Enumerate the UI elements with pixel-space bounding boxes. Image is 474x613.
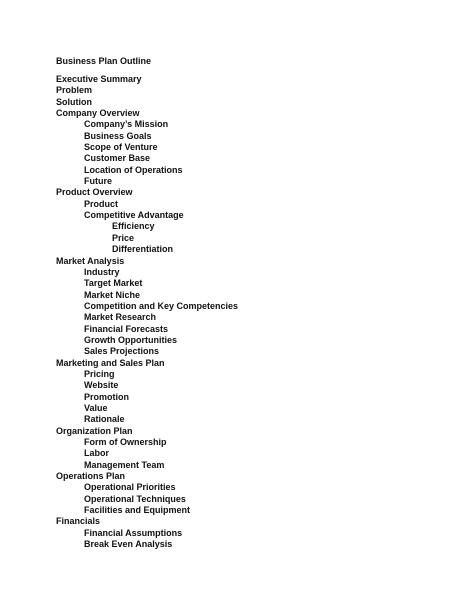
outline-subitem: Financial Forecasts — [84, 323, 169, 334]
outline-subitem: Growth Opportunities — [84, 334, 177, 345]
outline-subitem: Market Research — [84, 312, 157, 323]
document-title: Business Plan Outline — [56, 56, 152, 66]
outline-subitem: Industry — [84, 266, 120, 277]
outline-section-heading: Product Overview — [56, 187, 133, 198]
outline-subitem: Break Even Analysis — [84, 539, 173, 550]
outline-section-heading: Company Overview — [56, 108, 140, 119]
outline-section-heading: Executive Summary — [56, 74, 142, 84]
outline-subitem: Website — [84, 380, 119, 391]
outline-section-heading: Marketing and Sales Plan — [56, 357, 165, 368]
outline-subitem: Differentiation — [112, 244, 174, 255]
outline-subitem: Target Market — [84, 278, 143, 289]
outline-subitem: Management Team — [84, 459, 165, 470]
outline-subitem: Product — [84, 198, 119, 209]
outline-subitem: Efficiency — [112, 221, 155, 232]
outline-subitem: Business Goals — [84, 130, 152, 141]
outline-subitem: Labor — [84, 448, 110, 459]
outline-subitem: Future — [84, 176, 112, 187]
outline-subitem: Facilities and Equipment — [84, 505, 191, 516]
outline-section-heading: Solution — [56, 96, 92, 107]
outline-subitem: Rationale — [84, 414, 125, 425]
outline-subitem: Sales Projections — [84, 346, 160, 357]
outline-subitem: Competition and Key Competencies — [84, 300, 239, 311]
outline-subitem: Company’s Mission — [84, 119, 169, 130]
outline-section-heading: Operations Plan — [56, 471, 126, 482]
outline-subitem: Customer Base — [84, 153, 151, 164]
outline-subitem: Pricing — [84, 368, 115, 379]
outline-list — [56, 74, 238, 550]
outline-subitem: Promotion — [84, 391, 129, 402]
outline-subitem: Market Niche — [84, 289, 141, 300]
outline-subitem: Value — [84, 402, 108, 413]
outline-subitem: Location of Operations — [84, 164, 183, 175]
outline-subitem: Operational Priorities — [84, 482, 176, 493]
outline-subitem: Financial Assumptions — [84, 527, 183, 538]
outline-section-heading: Financials — [56, 516, 101, 527]
outline-subitem: Competitive Advantage — [84, 210, 184, 221]
outline-subitem: Scope of Venture — [84, 142, 158, 153]
outline-section-heading: Organization Plan — [56, 425, 133, 436]
outline-section-heading: Problem — [56, 85, 93, 96]
outline-section-heading: Market Analysis — [56, 255, 125, 266]
outline-subitem: Operational Techniques — [84, 493, 186, 504]
outline-subitem: Price — [112, 232, 135, 243]
outline-subitem: Form of Ownership — [84, 437, 167, 447]
